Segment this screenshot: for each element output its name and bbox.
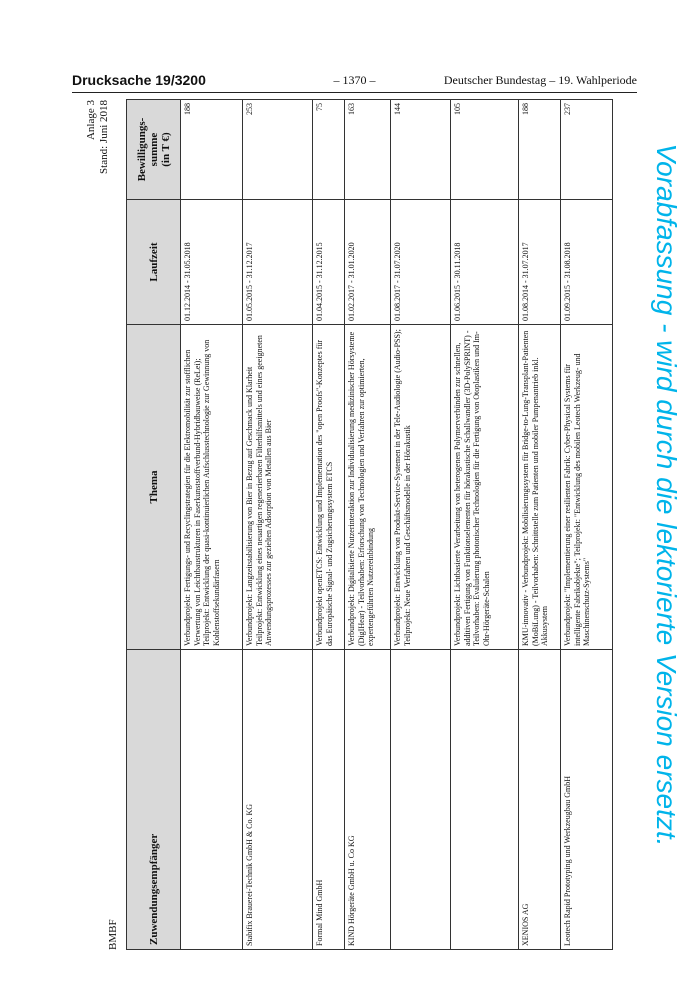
cell-period: 01.12.2014 - 31.05.2018 (181, 200, 243, 325)
table-row (519, 100, 561, 950)
document-prefix: Drucksache 19/ (72, 72, 175, 88)
header-rule (72, 92, 637, 93)
cell-amount: 144 (391, 100, 451, 200)
cell-amount: 253 (243, 100, 313, 200)
cell-recipient: Leotech Rapid Prototyping und Werkzeugbau GmbH (561, 650, 613, 950)
cell-period: 01.04.2015 - 31.12.2015 (313, 200, 345, 325)
cell-recipient: XENIOS AG (519, 650, 561, 950)
cell-period: 01.09.2015 - 31.08.2018 (561, 200, 613, 325)
cell-topic: Verbundprojekt: Entwicklung von Produkt-Service-Systemen in der Tele-Audiologie (Audio-PSS); Teilprojekt: Neue Verfahren und Geschäftsmodelle in der Hörakustik (391, 325, 451, 650)
table-row (313, 100, 345, 950)
cell-recipient (391, 650, 451, 950)
cell-topic: Verbundprojekt openETCS: Entwicklung und Implementation des "open Proofs"-Konzeptes für das Europäische Signal- und Zugsicherungssystem ETCS (313, 325, 345, 650)
cell-amount: 163 (345, 100, 391, 200)
annex-label: Anlage 3 (85, 100, 97, 141)
cell-recipient: Stabifix Brauerei-Technik GmbH & Co. KG (243, 650, 313, 950)
table-row (391, 100, 451, 950)
column-header-period: Laufzeit (127, 200, 181, 325)
table-row (243, 100, 313, 950)
publisher: Deutscher Bundestag – 19. Wahlperiode (443, 73, 637, 87)
page-number: – 1370 – (333, 73, 376, 87)
cell-topic: Verbundprojekt: Langzeitstabilisierung von Bier in Bezug auf Geschmack und Klarheit Teilprojekt: Entwicklung eines neuartigen regenerierbaren Filterhilfsmittels und eines geeigneten Anwendungsprozesses zur gezielten Adsorption von Metallen aus Bier (243, 325, 313, 650)
cell-amount: 188 (519, 100, 561, 200)
cell-topic: Verbundprojekt: Lichtbasierte Verarbeitung von heterogenen Polymerverbünden zur schnellen, additiven Fertigung von Funktionselementen für hörakustische Schallwandler (3D-PolySPRINT) - Teilvorhaben: Evaluierung photonischer Technologien für die Fertigung von Otoplastiken und Im-Ohr-Hörgeräte-Schalen (451, 325, 519, 650)
cell-period: 01.05.2015 - 31.12.2017 (243, 200, 313, 325)
table-row (451, 100, 519, 950)
rotated-page-content (85, 100, 620, 950)
cell-amount: 237 (561, 100, 613, 200)
annex-info (85, 100, 111, 174)
cell-recipient: KIND Hörgeräte GmbH u. Co KG (345, 650, 391, 950)
funding-table (126, 99, 613, 950)
cell-recipient: Formal Mind GmbH (313, 650, 345, 950)
table-row (181, 100, 243, 950)
cell-period: 01.08.2017 - 31.07.2020 (391, 200, 451, 325)
cell-amount: 105 (451, 100, 519, 200)
cell-period: 01.08.2014 - 31.07.2017 (519, 200, 561, 325)
annex-date: Stand: Juni 2018 (98, 100, 110, 174)
page-header (72, 72, 637, 90)
document-number-value: 3200 (174, 72, 206, 88)
cell-topic: Verbundprojekt: "Implementierung einer resilienten Fabrik: Cyber-Physical Systems für intelligente Fabrikobjekte"; Teilprojekt: "Entwicklung des mobilen Leotech Werkzeug- und Maschinenschutz-Systems" (561, 325, 613, 650)
column-header-recipient: Zuwendungsempfänger (127, 650, 181, 950)
table-header-row (127, 100, 181, 950)
cell-period: 01.02.2017 - 31.01.2020 (345, 200, 391, 325)
cell-topic: Verbundprojekt: Fertigungs- und Recyclingstrategien für die Elektromobilität zur stofflichen Verwertung von Leichtbaustrukturen in Faserkunststoffverbund-Hybridbauweise (ReLei); Teilprojekt: Entwicklung der quasi-kontinuierlichen Aufschlusstechnologie zur Gewinnung von Kohlenstoffsekundärfasern (181, 325, 243, 650)
ministry-label: BMBF (107, 919, 119, 950)
cell-topic: Verbundprojekt: Digitalisierte Nutzerinteraktion zur Individualisierung medizinischer Hörsysteme (DigIHear) - Teilvorhaben: Erforschung von Technologien und Verfahren zur optimierten, expertengeführten Nutzereinbindung (345, 325, 391, 650)
cell-amount: 75 (313, 100, 345, 200)
table-row (345, 100, 391, 950)
cell-recipient (451, 650, 519, 950)
column-header-topic: Thema (127, 325, 181, 650)
cell-recipient (181, 650, 243, 950)
cell-amount: 188 (181, 100, 243, 200)
cell-period: 01.06.2015 - 30.11.2018 (451, 200, 519, 325)
table-row (561, 100, 613, 950)
column-header-amount: Bewilligungs- summe (in T €) (127, 100, 181, 200)
draft-watermark: Vorabfassung - wird durch die lektorierte Version ersetzt. (651, 143, 682, 847)
cell-topic: KMU-innovativ - Verbundprojekt: Mobilisierungssystem für Bridge-to-Lung-Transplant-Patienten (MoBiLung) - Teilvorhaben: Schnittstelle zum Patienten und mobiler Pumpenantrieb inkl. Akkusystem (519, 325, 561, 650)
